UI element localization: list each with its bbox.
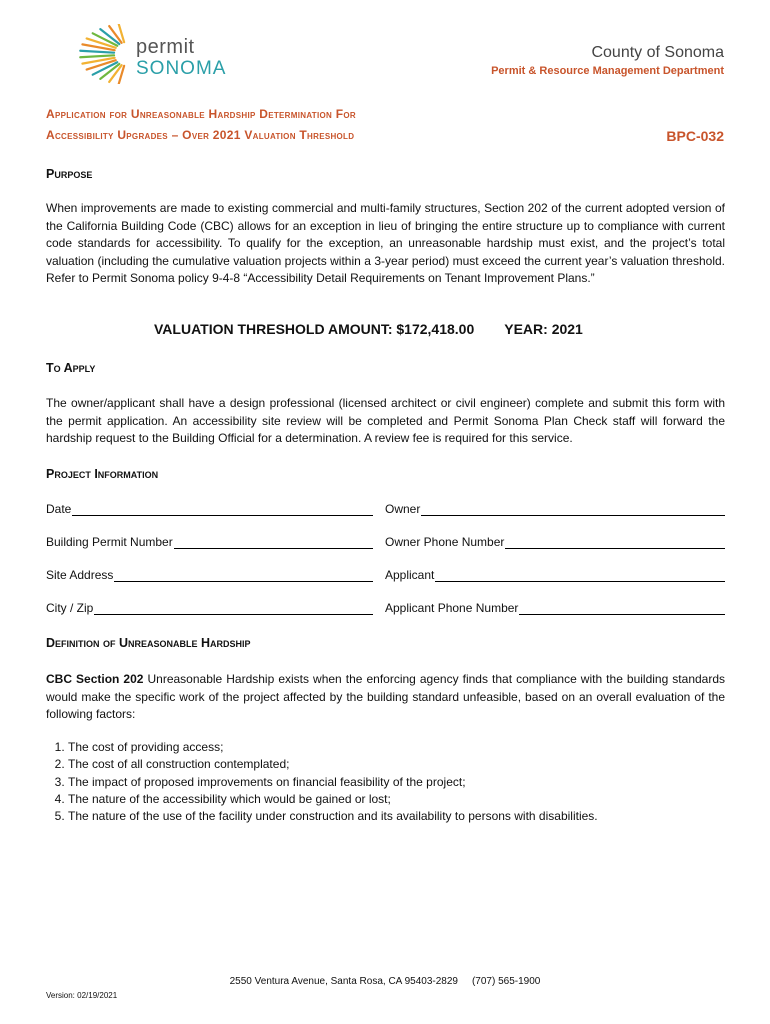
city-zip-label: City / Zip [46, 601, 94, 615]
city-zip-field[interactable] [46, 601, 373, 615]
logo-ray [80, 51, 114, 53]
purpose-heading: Purpose [46, 167, 93, 181]
date-line[interactable] [72, 503, 373, 516]
permit-sonoma-logo [44, 24, 244, 84]
definition-body: Unreasonable Hardship exists when the enforcing agency finds that compliance with the building standards would make the specific work of the project affected by the building standard unfeasible, based on an overall evaluation of the following factors: [46, 672, 726, 721]
factor-item: 5. The nature of the use of the facility under construction and its availability to persons with disabilities. [68, 808, 598, 825]
hardship-factors-list [46, 739, 598, 825]
site-address-label: Site Address [46, 568, 114, 582]
city-zip-line[interactable] [94, 602, 373, 615]
definition-heading: Definition of Unreasonable Hardship [46, 636, 251, 650]
form-title-line1: Application for Unreasonable Hardship Determination For [46, 107, 356, 121]
threshold-year: YEAR: 2021 [504, 321, 583, 337]
factor-item: 4. The nature of the accessibility which would be gained or lost; [68, 791, 598, 808]
purpose-text: When improvements are made to existing commercial and multi-family structures, Section 202 of the current adopted version of the California Building Code (CBC) allows for an exception in lieu of bringing the entire structure up to compliance with current code standards for accessibility. To qualify for the exception, an unreasonable hardship must exist, and the project’s total valuation (including the cumulative valuation projects within a 3-year period) must exceed the current year’s valuation threshold. Refer to Permit Sonoma policy 9-4-8 “Accessibility Detail Requirements on Tenant Improvement Plans.” [46, 201, 725, 285]
applicant-line[interactable] [435, 569, 725, 582]
form-title-line2: Accessibility Upgrades – Over 2021 Valuation Threshold [46, 128, 355, 142]
definition-text [46, 671, 725, 724]
county-name: County of Sonoma [591, 44, 724, 61]
threshold-amount: VALUATION THRESHOLD AMOUNT: $172,418.00 [154, 321, 475, 337]
applicant-label: Applicant [385, 568, 435, 582]
date-field[interactable] [46, 502, 373, 516]
project-information-heading: Project Information [46, 467, 159, 481]
department-name: Permit & Resource Management Department [491, 65, 724, 77]
owner-phone-number-label: Owner Phone Number [385, 535, 505, 549]
footer-address: 2550 Ventura Avenue, Santa Rosa, CA 95403-2829 [229, 976, 458, 987]
footer-phone: (707) 565-1900 [471, 976, 541, 987]
cbc-section-label: CBC Section 202 [46, 672, 144, 686]
applicant-phone-number-label: Applicant Phone Number [385, 601, 519, 615]
building-permit-number-line[interactable] [174, 536, 373, 549]
building-permit-number-label: Building Permit Number [46, 535, 173, 549]
logo-word-sonoma: SONOMA [136, 58, 227, 79]
building-permit-number-field[interactable] [46, 535, 373, 549]
applicant-phone-number-line[interactable] [519, 602, 725, 615]
version-label: Version: 02/19/2021 [46, 991, 118, 1000]
logo-word-permit: permit [136, 36, 195, 58]
owner-phone-number-field[interactable] [385, 535, 725, 549]
owner-label: Owner [385, 502, 421, 516]
owner-line[interactable] [421, 503, 725, 516]
factor-item: 2. The cost of all construction contemplated; [68, 756, 598, 773]
date-label: Date [46, 502, 72, 516]
form-code: BPC-032 [666, 128, 724, 144]
site-address-line[interactable] [114, 569, 373, 582]
county-header [491, 44, 724, 77]
owner-phone-number-line[interactable] [505, 536, 725, 549]
logo-ray [80, 55, 114, 57]
applicant-field[interactable] [385, 568, 725, 582]
valuation-threshold [154, 321, 583, 337]
sunburst-icon [44, 24, 136, 84]
factor-item: 1. The cost of providing access; [68, 739, 598, 756]
to-apply-heading: To Apply [46, 361, 96, 375]
owner-field[interactable] [385, 502, 725, 516]
footer [0, 976, 770, 987]
site-address-field[interactable] [46, 568, 373, 582]
to-apply-text: The owner/applicant shall have a design professional (licensed architect or civil engineer) complete and submit this form with the permit application. An accessibility site review will be completed and Permit Sonoma Plan Check staff will forward the hardship request to the Building Official for a determination. A review fee is required for this service. [46, 396, 725, 445]
factor-item: 3. The impact of proposed improvements on financial feasibility of the project; [68, 774, 598, 791]
applicant-phone-number-field[interactable] [385, 601, 725, 615]
